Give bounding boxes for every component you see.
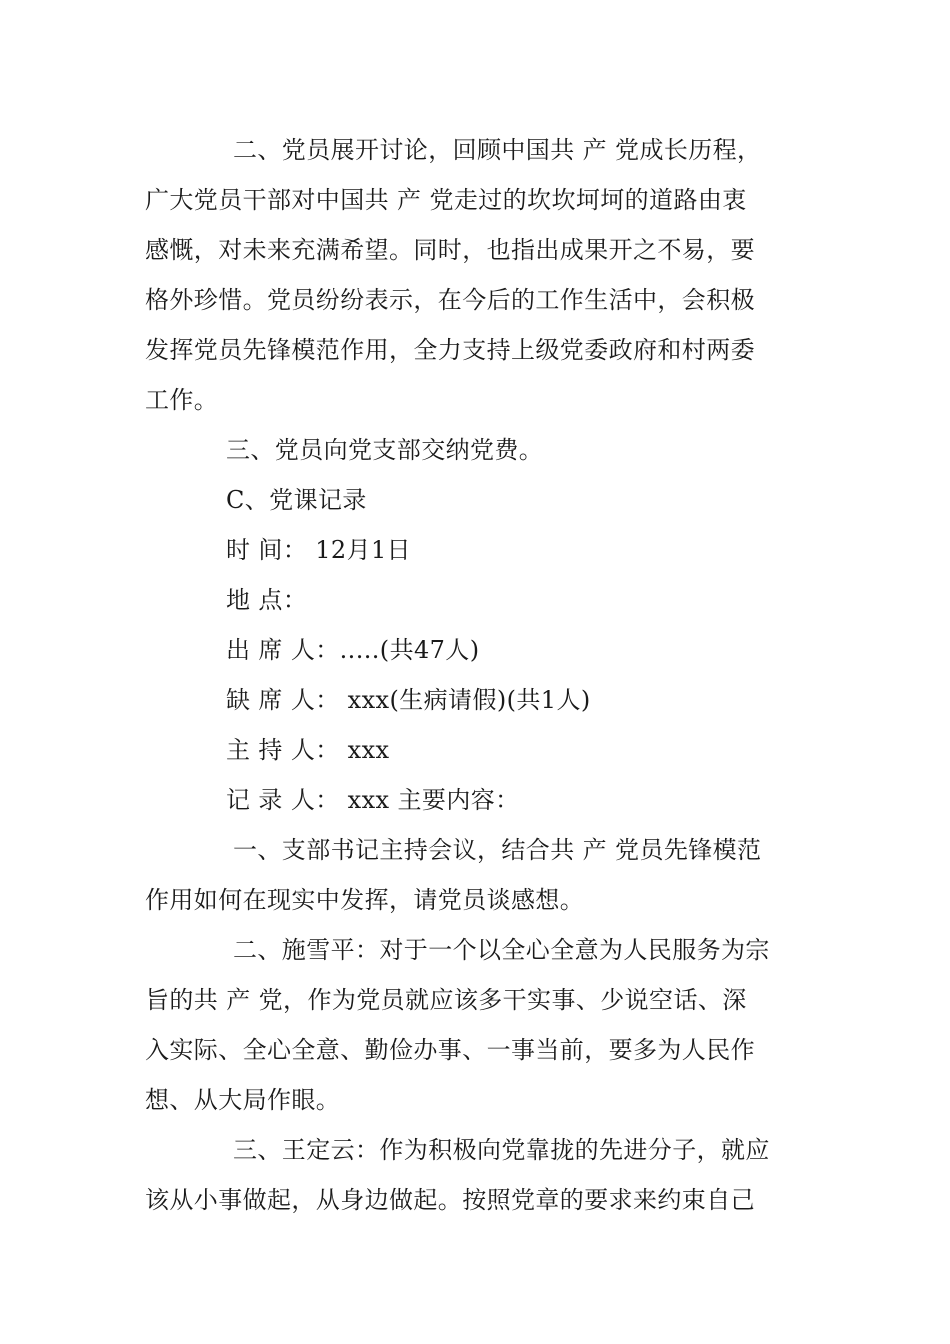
record-time: 时 间： 12月1日: [226, 536, 412, 564]
paragraph-line: 感慨，对未来充满希望。同时，也指出成果开之不易，要: [145, 236, 755, 264]
paragraph-line: 二、党员展开讨论，回顾中国共 产 党成长历程，: [233, 136, 762, 164]
paragraph-line: 三、党员向党支部交纳党费。: [226, 436, 544, 464]
paragraph-line: 发挥党员先锋模范作用，全力支持上级党委政府和村两委: [145, 336, 755, 364]
record-recorder: 记 录 人： xxx 主要内容：: [226, 786, 520, 814]
paragraph-line: 该从小事做起，从身边做起。按照党章的要求来约束自己: [145, 1186, 755, 1214]
paragraph-line: 旨的共 产 党，作为党员就应该多干实事、少说空话、深: [145, 986, 747, 1014]
paragraph-line: 广大党员干部对中国共 产 党走过的坎坎坷坷的道路由衷: [145, 186, 747, 214]
paragraph-line: 工作。: [145, 386, 219, 414]
section-heading: C、党课记录: [226, 486, 367, 514]
paragraph-line: 二、施雪平：对于一个以全心全意为人民服务为宗: [233, 936, 770, 964]
paragraph-line: 三、王定云：作为积极向党靠拢的先进分子，就应: [233, 1136, 770, 1164]
paragraph-line: 作用如何在现实中发挥，请党员谈感想。: [145, 886, 585, 914]
paragraph-line: 入实际、全心全意、勤俭办事、一事当前，要多为人民作: [145, 1036, 755, 1064]
paragraph-line: 想、从大局作眼。: [145, 1086, 341, 1114]
paragraph-line: 格外珍惜。党员纷纷表示，在今后的工作生活中，会积极: [145, 286, 755, 314]
record-absentees: 缺 席 人： xxx(生病请假)(共1人): [226, 686, 591, 714]
paragraph-line: 一、支部书记主持会议，结合共 产 党员先锋模范: [233, 836, 762, 864]
record-attendees: 出 席 人：.....(共47人): [226, 636, 480, 664]
record-host: 主 持 人： xxx: [226, 736, 390, 764]
record-place: 地 点：: [226, 586, 308, 614]
